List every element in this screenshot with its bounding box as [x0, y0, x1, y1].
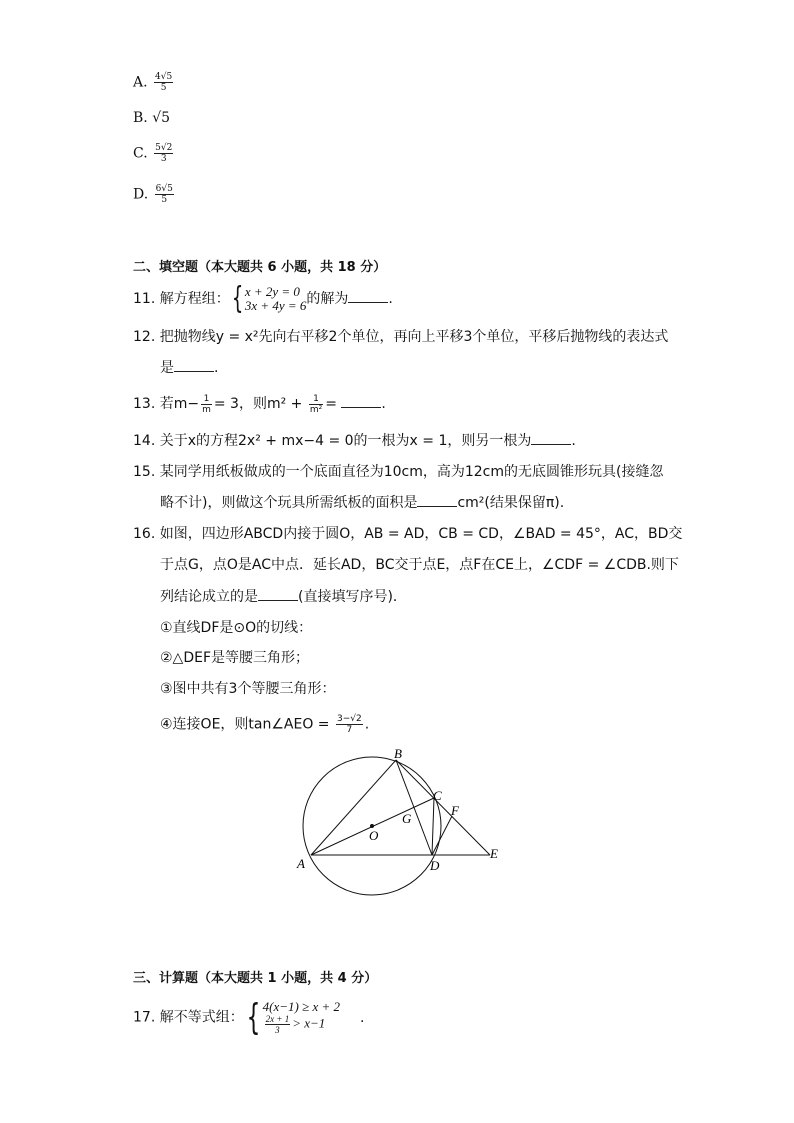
question-11: 11. 解方程组：{ x + 2y = 0 3x + 4y = 6 的解为 . — [133, 281, 393, 316]
label-c: C — [433, 788, 442, 803]
option-a-fraction: $\frac{4√5}{5}$ — [155, 72, 173, 93]
question-16: 16. 如图，四边形ABCD内接于圆O，AB = AD，CB = CD，∠BAD = 45°，AC，BD交 — [133, 526, 683, 542]
label-d: D — [430, 858, 440, 873]
question-14: 14. 关于x的方程2x² + mx−4 = 0的一根为x = 1，则另一根为 . — [133, 430, 576, 451]
q17-number: 17. — [133, 1009, 156, 1026]
q14-answer-blank — [531, 430, 571, 445]
q11-eq2: 3x + 4y = 6 — [244, 298, 307, 313]
option-d-letter: D. — [133, 186, 149, 203]
option-c-letter: C. — [133, 145, 148, 162]
option-d-fraction: $\frac{6√5}{5}$ — [155, 184, 173, 205]
q16-conclusion-2: ②△DEF是等腰三角形； — [160, 650, 309, 666]
q16-conclusion-4: ④连接OE，则tan∠AEO = $\frac{3-√2}{7}$ . — [160, 714, 370, 735]
question-16-line3: 列结论成立的是 (直接填写序号)． — [160, 586, 407, 607]
option-b-value: √5 — [152, 110, 171, 126]
q15-number: 15. — [133, 464, 156, 480]
q17-fraction: $\frac{2x + 1}{3}$ — [265, 1014, 290, 1035]
q12-line1: 把抛物线y = x²先向右平移2个单位，再向上平移3个单位，平移后抛物线的表达式 — [159, 329, 669, 345]
geometry-figure — [290, 740, 510, 900]
q13-fraction-1: $\frac{1}{m}$ — [202, 393, 211, 415]
section-2-title: 二、填空题（本大题共 6 小题，共 18 分） — [133, 260, 387, 275]
q11-tail: 的解为 — [306, 291, 349, 307]
question-12-line2: 是 . — [160, 357, 218, 378]
q11-number: 11. — [133, 291, 156, 307]
option-d — [133, 184, 176, 205]
option-a — [133, 72, 175, 93]
q15-answer-blank — [417, 492, 457, 507]
q17-eq1: 4(x−1) ≥ x + 2 — [262, 999, 341, 1014]
segment-df — [432, 816, 452, 855]
label-f: F — [451, 803, 459, 818]
q16-conclusion-3: ③图中共有3个等腰三角形： — [160, 681, 336, 697]
question-16-line2: 于点G，点O是AC中点．延长AD，BC交于点E，点F在CE上，∠CDF = ∠CDB.则下 — [160, 557, 679, 573]
q11-answer-blank — [348, 288, 388, 303]
q12-number: 12. — [133, 329, 156, 345]
q11-lead: 解方程组： — [159, 291, 230, 307]
q17-system: 4(x−1) ≥ x + 2 $\frac{2x + 1}{3}$ > x−1 — [262, 999, 341, 1035]
q12-answer-blank — [174, 357, 214, 372]
option-c-fraction: $\frac{5√2}{3}$ — [155, 143, 173, 164]
option-b-letter: B. — [133, 110, 148, 126]
option-c — [133, 143, 175, 164]
question-15: 15. 某同学用纸板做成的一个底面直径为10cm，高为12cm的无底圆锥形玩具(接缝忽 — [133, 464, 664, 480]
label-b: B — [394, 746, 402, 761]
q11-system — [245, 285, 307, 313]
question-12 — [133, 327, 668, 347]
question-15-line2: 略不计)，则做这个玩具所需纸板的面积是 cm²(结果保留π). — [160, 492, 564, 513]
segment-cd — [432, 798, 434, 855]
question-17: 17. 解不等式组：{ 4(x−1) ≥ x + 2 $\frac{2x + 1}{3}$ > x−1 . — [133, 996, 365, 1038]
q16-answer-blank — [258, 586, 298, 601]
label-g: G — [402, 811, 412, 826]
label-o: O — [369, 828, 379, 843]
section-3-title: 三、计算题（本大题共 1 小题，共 4 分） — [133, 971, 378, 986]
q14-number: 14. — [133, 433, 156, 449]
q16-number: 16. — [133, 526, 156, 542]
option-a-letter: A. — [133, 74, 148, 91]
q13-number: 13. — [133, 396, 156, 412]
q13-fraction-2: $\frac{1}{\text{m²}}$ — [309, 393, 323, 415]
label-e: E — [490, 846, 498, 861]
label-a: A — [297, 856, 305, 871]
segment-ab — [311, 760, 396, 855]
option-b — [133, 108, 170, 128]
q13-answer-blank — [341, 393, 381, 408]
segment-bd — [396, 760, 432, 855]
q16-conclusion-1: ①直线DF是⊙O的切线： — [160, 620, 313, 636]
q16-c4-fraction: $\frac{3-√2}{7}$ — [336, 714, 362, 735]
q11-eq1: x + 2y = 0 — [244, 284, 300, 299]
segment-be — [396, 760, 490, 855]
question-13: 13. 若m− $\frac{1}{m}$ = 3，则m² + $\frac{1}{\text{m²}}$ = . — [133, 393, 386, 415]
